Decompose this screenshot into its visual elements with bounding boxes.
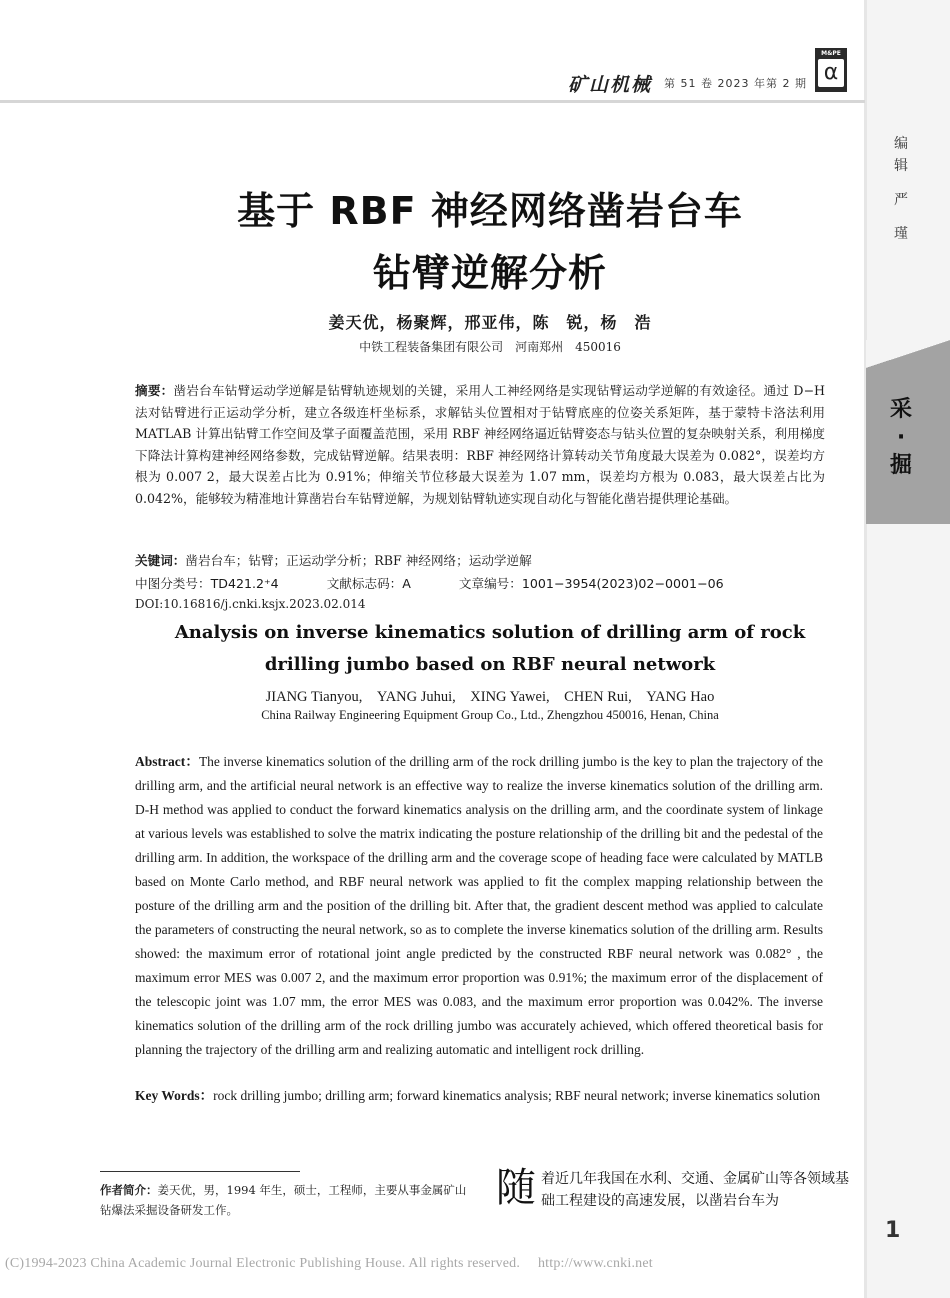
abstract-cn-text: 凿岩台车钻臂运动学逆解是钻臂轨迹规划的关键，采用人工神经网络是实现钻臂运动学逆解的有效途径。通过 D−H 法对钻臂进行正运动学分析，建立各级连杆坐标系，求解钻头位置相对于钻臂底座的位姿关系矩阵，基于蒙特卡洛法利用 MATLAB 计算出钻臂工作空间及掌子面覆盖范围，采用 RBF 神经网络逼近钻臂姿态与钻头位置的复杂映射关系，利用梯度下降法计算构建神经网络参数，完成钻臂逆解。结果表明：RBF 神经网络计算转动关节角度最大误差为 0.082°，误差均方根为 0.007 2，最大误差占比为 0.91%；伸缩关节位移最大误差为 1.07 mm，误差均方根为 0.083，最大误差占比为 0.042%，能够较为精准地计算凿岩台车钻臂逆解，为规划钻臂轨迹实现自动化与智能化凿岩提供理论基础。 (135, 383, 826, 506)
keywords-en (135, 1084, 823, 1108)
keywords-en-text: rock drilling jumbo; drilling arm; forward kinematics analysis; RBF neural network; inverse kinematics solution (213, 1088, 821, 1103)
drop-cap: 随 (496, 1165, 536, 1211)
doi: DOI:10.16816/j.cnki.ksjx.2023.02.014 (135, 597, 366, 611)
editor-label (890, 133, 912, 245)
editor-char: 瑾 (894, 226, 908, 242)
keywords-en-label: Key Words： (135, 1088, 214, 1103)
affiliation-en: China Railway Engineering Equipment Group Co., Ltd., Zhengzhou 450016, Henan, China (261, 708, 719, 722)
journal-name: 矿山机械 (568, 74, 653, 96)
sidebar-divider (864, 0, 867, 1298)
keywords-cn-label: 关键词： (135, 553, 186, 568)
section-char: 采 (889, 397, 912, 422)
affiliation-cn: 中铁工程装备集团有限公司 河南郑州 450016 (359, 340, 621, 354)
authors-en: JIANG Tianyou, YANG Juhui, XING Yawei, CHEN Rui, YANG Hao (265, 689, 715, 705)
title-cn-line2: 钻臂逆解分析 (372, 251, 607, 295)
abstract-en-text: The inverse kinematics solution of the drilling arm of the rock drilling jumbo is the key to plan the trajectory of the drilling arm, and the artificial neural network is an effective way to realize the inverse kinematics solution of the drilling arm. D-H method was applied to conduct the forward kinematics analysis on the drilling arm, and the coordinate system of linkage at various levels was established to solve the matrix indicating the posture relationship of the drilling bit and the pedestal of the drilling arm. In addition, the workspace of the drilling arm and the coverage scope of heading face were calculated by MATLB based on Monte Carlo method, and RBF neural network was applied to fit the complex mapping relationship between the posture of the drilling arm and the position of the drilling bit. After that, the gradient descent method was applied to calculate the parameters of constructing the neural network, so as to complete the inverse kinematics solution of the drilling arm. Results showed: the maximum error of rotational joint angle predicted by the constructed RBF neural network was 0.082° , the maximum error MES was 0.007 2, and the maximum error proportion was 0.91%; the maximum error of the displacement of the telescopic joint was 1.07 mm, the error MES was 0.083, and the maximum error proportion was 0.042%. The inverse kinematics solution of the drilling arm of the rock drilling jumbo was accurately achieved, which offered theoretical basis for planning the trajectory of the drilling arm and realizing automatic and intelligent rock drilling. (135, 754, 823, 1057)
section-char: · (896, 425, 906, 450)
title-en-line2: drilling jumbo based on RBF neural network (264, 654, 716, 675)
journal-logo (815, 48, 847, 92)
footnote-label: 作者简介： (100, 1183, 158, 1197)
page-number: 1 (885, 1218, 901, 1243)
section-char: 掘 (889, 453, 912, 478)
copyright-notice: (C)1994-2023 China Academic Journal Electronic Publishing House. All rights reserved. http://www.cnki.net (5, 1256, 653, 1271)
body-intro-text: 着近几年我国在水利、交通、金属矿山等各领域基础工程建设的高速发展，以凿岩台车为 (541, 1171, 849, 1209)
document-code: 文献标志码：A (326, 576, 411, 591)
authors-cn: 姜天优，杨聚辉，邢亚伟，陈 锐，杨 浩 (328, 313, 652, 332)
title-en-line1: Analysis on inverse kinematics solution of drilling arm of rock (174, 622, 806, 643)
header-rule (0, 100, 865, 103)
author-footnote (100, 1180, 470, 1220)
alpha-icon: α (818, 59, 844, 87)
issue-info: 第 51 卷 2023 年第 2 期 (664, 77, 807, 90)
footnote-rule (100, 1171, 300, 1172)
section-label (885, 396, 917, 480)
abstract-en-label: Abstract： (135, 754, 199, 769)
abstract-cn-label: 摘要： (135, 383, 174, 398)
editor-char: 严 (894, 192, 908, 208)
abstract-en (135, 750, 823, 1062)
clc-number: 中图分类号：TD421.2⁺4 (135, 576, 279, 591)
title-cn-line1: 基于 RBF 神经网络凿岩台车 (237, 189, 743, 233)
abstract-cn (135, 380, 825, 509)
editor-char: 编 (894, 136, 908, 152)
classification-row (135, 574, 835, 594)
logo-text: M&PE (821, 50, 841, 57)
keywords-cn-text: 凿岩台车；钻臂；正运动学分析；RBF 神经网络；运动学逆解 (185, 553, 532, 568)
section-tab-notch (866, 340, 950, 368)
editor-char: 辑 (894, 158, 908, 174)
footnote-text: 姜天优，男，1994 年生，硕士，工程师，主要从事金属矿山钻爆法采掘设备研发工作。 (100, 1183, 467, 1217)
keywords-cn (135, 551, 825, 571)
article-number: 文章编号：1001−3954(2023)02−0001−06 (458, 576, 724, 591)
